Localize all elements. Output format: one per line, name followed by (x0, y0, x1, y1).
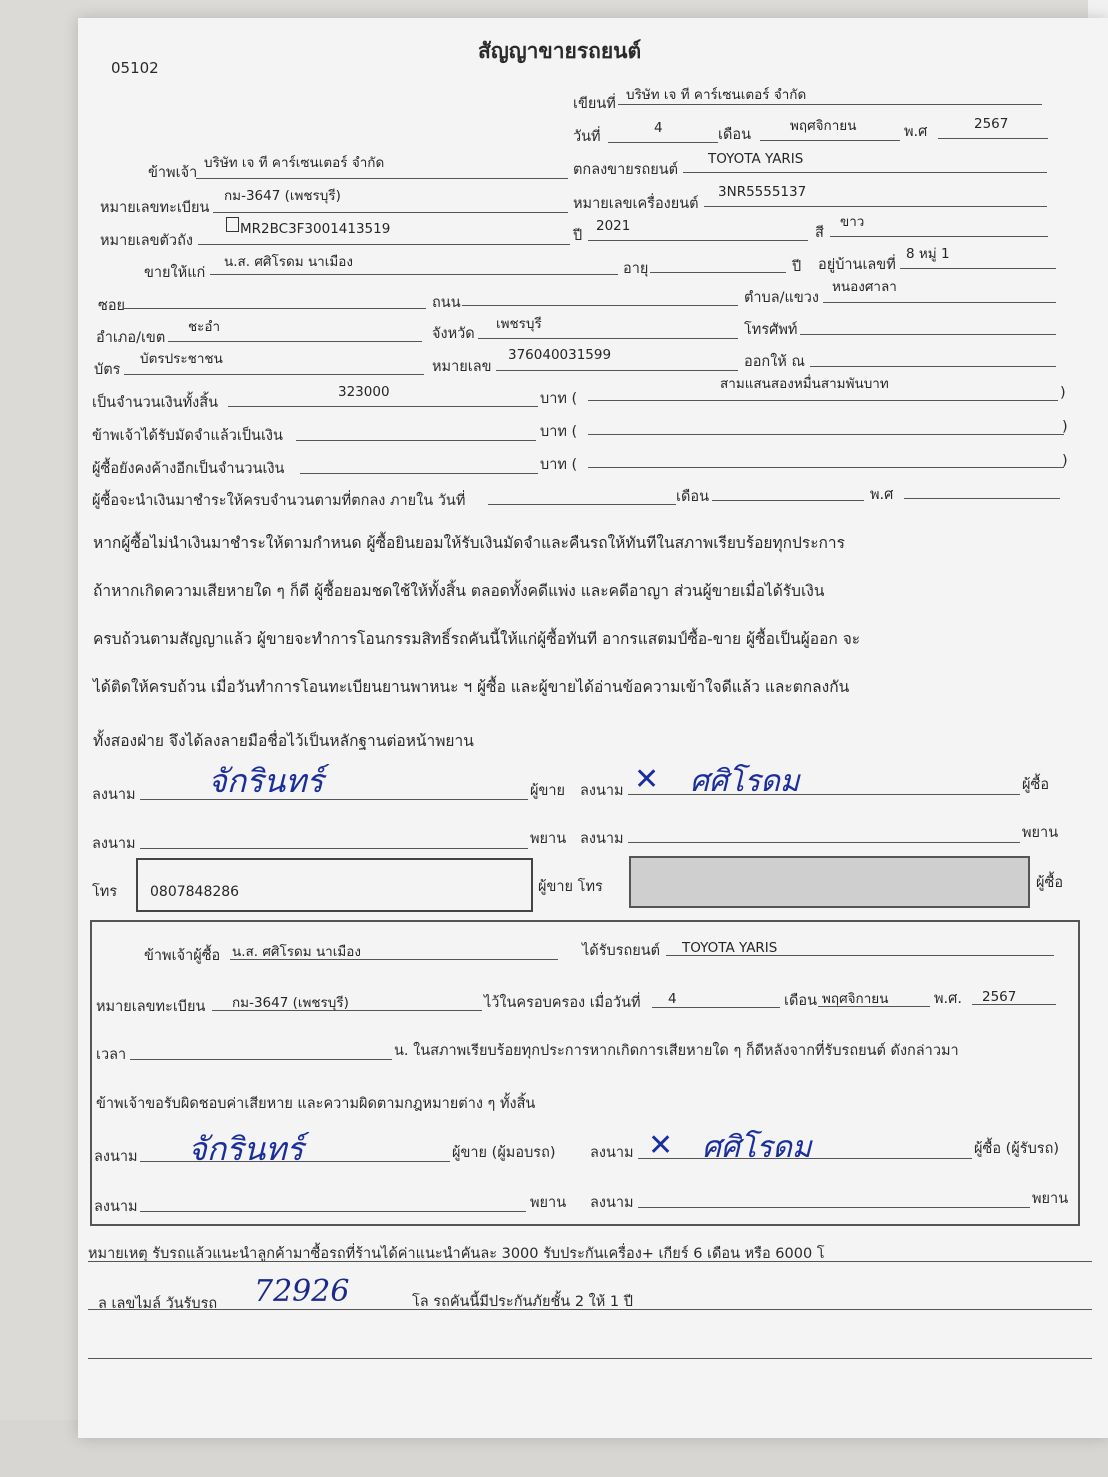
terms-line-2: ถ้าหากเกิดความเสียหายใด ๆ ก็ดี ผู้ซื้อยอมชดใช้ให้ทั้งสิ้น ตลอดทั้งคดีแพ่ง และคดีอาญา ส่วนผู้ขายเมื่อได้รับเงิน (93, 582, 825, 600)
registration-label: หมายเลขทะเบียน (100, 200, 210, 216)
terms-line-5: ทั้งสองฝ่าย จึงได้ลงลายมือชื่อไว้เป็นหลักฐานต่อหน้าพยาน (93, 732, 474, 750)
year-value: 2021 (596, 218, 631, 234)
seller-name-value: บริษัท เจ ที คาร์เซนเตอร์ จำกัด (204, 155, 385, 171)
road-label: ถนน (432, 295, 461, 311)
paren-close-remaining: ) (1062, 453, 1068, 469)
witness-label-2: พยาน (1022, 825, 1059, 841)
deposit-label: ข้าพเจ้าได้รับมัดจำแล้วเป็นเงิน (92, 428, 283, 444)
receipt-be-label: พ.ศ. (934, 991, 962, 1007)
receipt-section (90, 920, 1080, 1226)
phone-label: โทรศัพท์ (744, 322, 798, 338)
receipt-line-3: น. ในสภาพเรียบร้อยทุกประการหากเกิดการเสียหายใด ๆ ก็ดีหลังจากที่รับรถยนต์ ดังกล่าวมา (394, 1043, 959, 1059)
address-no-value: 8 หมู่ 1 (906, 246, 950, 262)
seller-phone-box (136, 858, 533, 912)
receipt-line-4: ข้าพเจ้าขอรับผิดชอบค่าเสียหาย และความผิดตามกฎหมายต่าง ๆ ทั้งสิ้น (96, 1096, 536, 1112)
sign-label-buyer: ลงนาม (580, 783, 624, 799)
years-label: ปี (792, 259, 802, 275)
baht-label-remaining: บาท ( (540, 457, 578, 473)
time-label: เวลา (96, 1047, 127, 1063)
note-line-2-prefix: ล เลขไมล์ วันรับรถ (98, 1296, 218, 1312)
engine-no-value: 3NR5555137 (718, 184, 807, 200)
receipt-month-label: เดือน (784, 993, 817, 1009)
i-name-label: ข้าพเจ้า (148, 165, 198, 181)
card-label: บัตร (94, 362, 121, 378)
received-car-label: ได้รับรถยนต์ (582, 943, 661, 959)
card-no-value: 376040031599 (508, 347, 612, 363)
buyer-phone-box-redacted (629, 856, 1030, 908)
subdistrict-value: หนองศาลา (832, 279, 897, 295)
receipt-buyer-x-mark: ✕ (648, 1128, 674, 1163)
paren-close-deposit: ) (1062, 419, 1068, 435)
date-label: วันที่ (573, 129, 601, 145)
possession-label: ไว้ในครอบครอง เมื่อวันที่ (484, 995, 641, 1011)
receipt-seller-signature: จักรินทร์ (188, 1130, 304, 1168)
day-value: 4 (654, 120, 663, 136)
receipt-month: พฤศจิกายน (822, 991, 889, 1007)
total-words-value: สามแสนสองหมื่นสามพันบาท (720, 376, 889, 392)
seller-label: ผู้ขาย (530, 783, 566, 799)
receipt-witness-label-1: พยาน (530, 1195, 567, 1211)
note-line-1: หมายเหตุ รับรถแล้วแนะนำลูกค้ามาซื้อรถที่ร้านได้ค่าแนะนำคันละ 3000 รับประกันเครื่อง+ เกียร์ 6 เดือน หรือ 6000 โ (88, 1246, 825, 1262)
tel-label: โทร (92, 884, 118, 900)
sell-to-label: ขายให้แก่ (144, 265, 206, 281)
chassis-checkbox-mark (226, 217, 239, 232)
terms-line-3: ครบถ้วนตามสัญญาแล้ว ผู้ขายจะทำการโอนกรรมสิทธิ์รถคันนี้ให้แก่ผู้ซื้อทันที อากรแสตมป์ซื้อ-ขาย ผู้ซื้อเป็นผู้ออก จะ (93, 630, 861, 648)
receipt-witness-label-2: พยาน (1032, 1191, 1069, 1207)
written-at-value: บริษัท เจ ที คาร์เซนเตอร์ จำกัด (626, 87, 807, 103)
receipt-registration: กม-3647 (เพชรบุรี) (232, 995, 349, 1011)
buyer-signature: ศศิโรดม (690, 764, 800, 799)
model-value: TOYOTA YARIS (708, 151, 804, 167)
seller-tel-label: ผู้ขาย โทร (538, 879, 603, 895)
buyer-label: ผู้ซื้อ (1022, 777, 1050, 793)
year-label: ปี (573, 228, 583, 244)
receipt-sign-label-seller: ลงนาม (94, 1149, 138, 1165)
receipt-registration-label: หมายเลขทะเบียน (96, 999, 206, 1015)
mileage-handwritten: 72926 (254, 1274, 350, 1309)
be-year-value: 2567 (974, 116, 1009, 132)
buyer-tel-label: ผู้ซื้อ (1036, 875, 1064, 891)
receipt-seller-role: ผู้ขาย (ผู้มอบรถ) (452, 1145, 556, 1161)
pay-month-label: เดือน (676, 489, 709, 505)
receipt-day: 4 (668, 991, 677, 1007)
age-label: อายุ (623, 261, 649, 277)
paren-close-total: ) (1060, 385, 1066, 401)
remaining-label: ผู้ซื้อยังคงค้างอีกเป็นจำนวนเงิน (92, 461, 285, 477)
receipt-model: TOYOTA YARIS (682, 940, 778, 956)
total-label: เป็นจำนวนเงินทั้งสิ้น (92, 395, 219, 411)
month-label: เดือน (718, 127, 751, 143)
province-value: เพชรบุรี (496, 316, 542, 332)
document-number: 05102 (111, 59, 159, 77)
pay-by-label: ผู้ซื้อจะนำเงินมาชำระให้ครบจำนวนตามที่ตกลง ภายใน วันที่ (92, 493, 466, 509)
total-value: 323000 (338, 384, 390, 400)
receipt-buyer-signature: ศศิโรดม (702, 1130, 812, 1165)
seller-phone-value: 0807848286 (150, 884, 240, 900)
terms-line-1: หากผู้ซื้อไม่นำเงินมาชำระให้ตามกำหนด ผู้ซื้อยินยอมให้รับเงินมัดจำและคืนรถให้ทันทีในสภาพเรียบร้อยทุกประการ (93, 534, 845, 552)
sign-label-seller: ลงนาม (92, 787, 136, 803)
subdistrict-label: ตำบล/แขวง (744, 290, 820, 306)
document-title: สัญญาขายรถยนต์ (478, 39, 642, 63)
i-buyer-label: ข้าพเจ้าผู้ซื้อ (144, 948, 221, 964)
baht-label-total: บาท ( (540, 391, 578, 407)
be-label: พ.ศ (904, 124, 928, 140)
province-label: จังหวัด (432, 326, 475, 342)
soi-label: ซอย (98, 298, 126, 314)
district-label: อำเภอ/เขต (96, 330, 166, 346)
receipt-sign-label-buyer: ลงนาม (590, 1145, 634, 1161)
seller-signature: จักรินทร์ (208, 762, 324, 800)
card-no-label: หมายเลข (432, 359, 492, 375)
issued-by-label: ออกให้ ณ (744, 354, 805, 370)
receipt-sign-label-witness1: ลงนาม (94, 1199, 138, 1215)
color-label: สี (815, 225, 824, 241)
terms-line-4: ได้ติดให้ครบถ้วน เมื่อวันทำการโอนทะเบียนยานพาหนะ ฯ ผู้ซื้อ และผู้ขายได้อ่านข้อความเข้าใจดีแล้ว และตกลงกัน (93, 678, 850, 696)
sign-label-witness1: ลงนาม (92, 836, 136, 852)
receipt-buyer-role: ผู้ซื้อ (ผู้รับรถ) (974, 1141, 1060, 1157)
written-at-label: เขียนที่ (573, 96, 616, 112)
sign-label-witness2: ลงนาม (580, 831, 624, 847)
agree-sell-label: ตกลงขายรถยนต์ (573, 162, 679, 178)
card-type-value: บัตรประชาชน (140, 351, 223, 367)
month-value: พฤศจิกายน (790, 118, 857, 134)
chassis-no-label: หมายเลขตัวถัง (100, 233, 193, 249)
chassis-no-value: MR2BC3F3001413519 (240, 221, 391, 237)
receipt-sign-label-witness2: ลงนาม (590, 1195, 634, 1211)
district-value: ชะอำ (188, 319, 221, 335)
registration-value: กม-3647 (เพชรบุรี) (224, 188, 341, 204)
buyer-x-mark: ✕ (634, 762, 660, 797)
note-line-2-suffix: โล รถคันนี้มีประกันภัยชั้น 2 ให้ 1 ปี (412, 1294, 633, 1310)
contract-paper (78, 18, 1108, 1438)
engine-no-label: หมายเลขเครื่องยนต์ (573, 196, 699, 212)
receipt-buyer-name: น.ส. ศศิโรดม นาเมือง (232, 944, 361, 960)
pay-be-label: พ.ศ (870, 487, 894, 503)
receipt-year: 2567 (982, 989, 1017, 1005)
color-value: ขาว (840, 214, 865, 230)
address-no-label: อยู่บ้านเลขที่ (818, 257, 896, 273)
baht-label-deposit: บาท ( (540, 424, 578, 440)
witness-label-1: พยาน (530, 831, 567, 847)
buyer-name-value: น.ส. ศศิโรดม นาเมือง (224, 254, 353, 270)
